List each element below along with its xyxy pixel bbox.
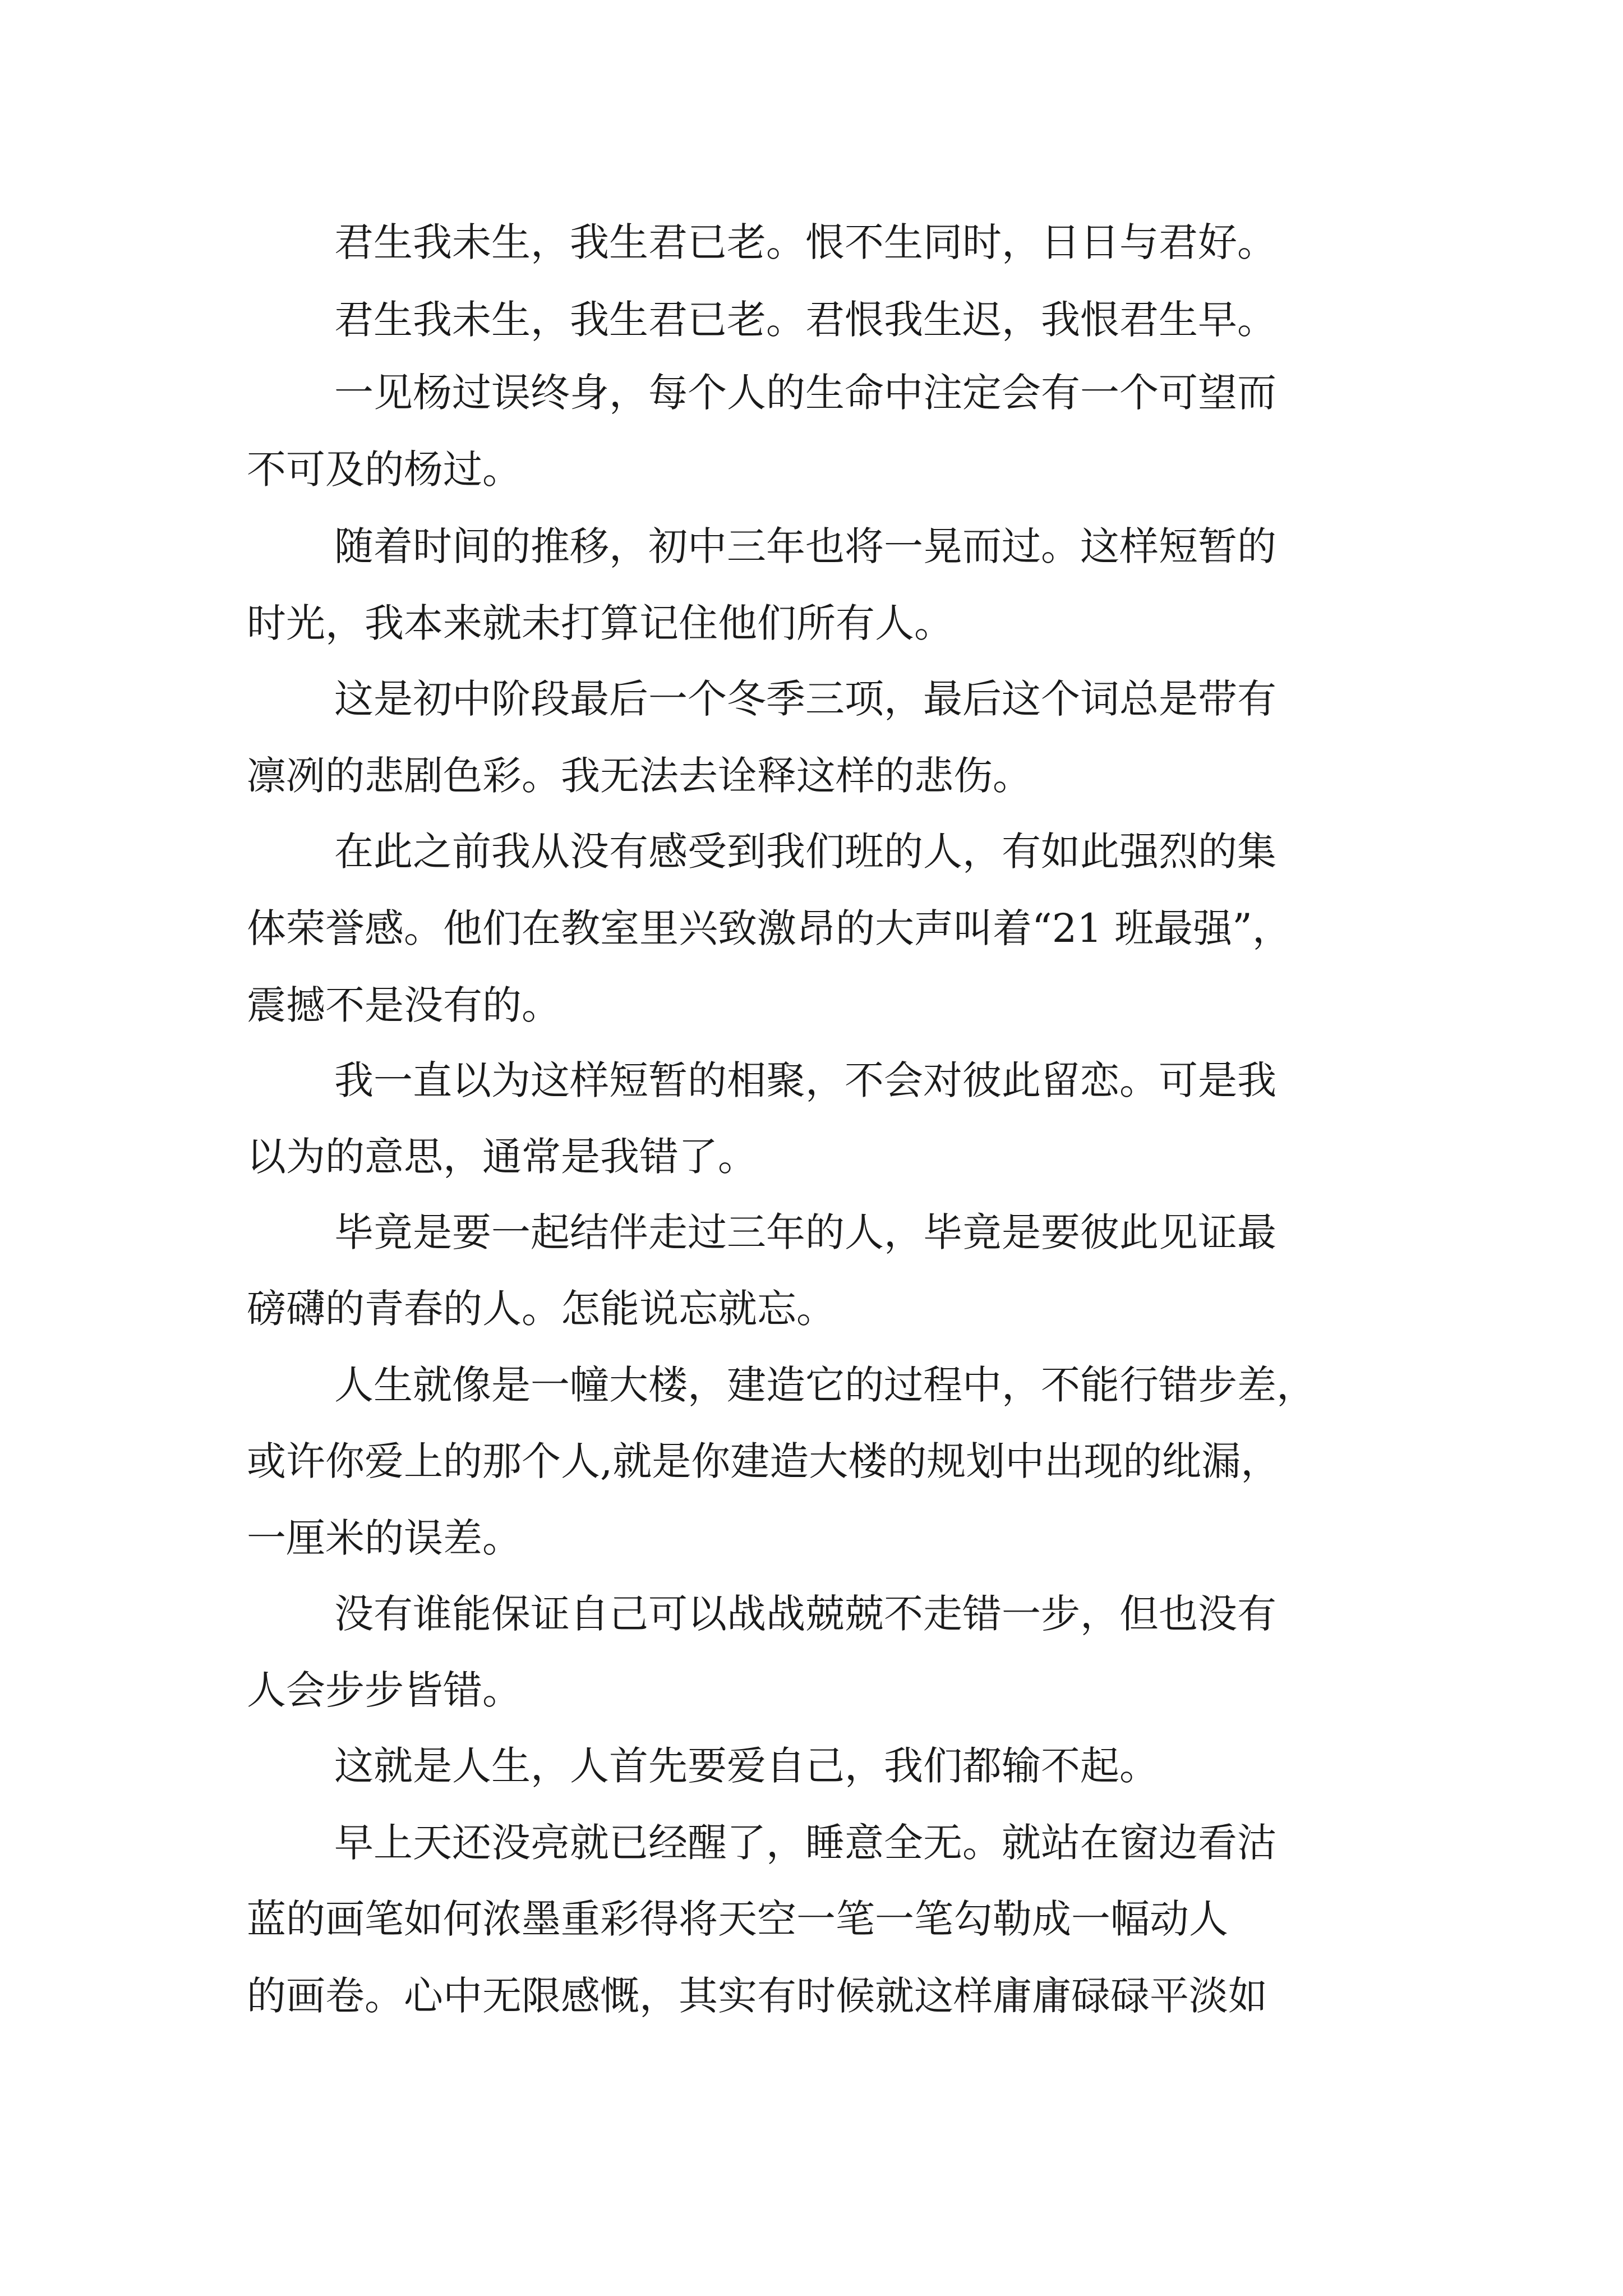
text-line: 早上天还没亮就已经醒了，睡意全无。就站在窗边看沽 (334, 1820, 1276, 1866)
text-line: 不可及的杨过。 (247, 447, 522, 493)
text-line: 凛冽的悲剧色彩。我无法去诠释这样的悲伤。 (247, 753, 1032, 799)
text-line: 这是初中阶段最后一个冬季三项，最后这个词总是带有 (334, 676, 1276, 722)
text-line: 时光，我本来就未打算记住他们所有人。 (247, 600, 953, 646)
text-line: 人生就像是一幢大楼，建造它的过程中，不能行错步差， (334, 1362, 1316, 1408)
text-line: 一厘米的误差。 (247, 1515, 522, 1561)
text-line: 磅礴的青春的人。怎能说忘就忘。 (247, 1286, 836, 1332)
text-line: 或许你爱上的那个人,就是你建造大楼的规划中出现的纰漏， (247, 1438, 1280, 1484)
text-line: 这就是人生，人首先要爱自己，我们都输不起。 (334, 1743, 1159, 1789)
text-line: 毕竟是要一起结伴走过三年的人，毕竟是要彼此见证最 (334, 1209, 1276, 1255)
text-line: 震撼不是没有的。 (247, 982, 561, 1028)
text-line: 随着时间的推移，初中三年也将一晃而过。这样短暂的 (334, 523, 1276, 569)
text-line: 君生我未生，我生君已老。恨不生同时，日日与君好。 (334, 219, 1276, 265)
text-line: 君生我未生，我生君已老。君恨我生迟，我恨君生早。 (334, 297, 1276, 343)
text-line: 在此之前我从没有感受到我们班的人，有如此强烈的集 (334, 829, 1276, 875)
text-line: 蓝的画笔如何浓墨重彩得将天空一笔一笔勾勒成一幅动人 (247, 1896, 1228, 1942)
text-line: 没有谁能保证自己可以战战兢兢不走错一步，但也没有 (334, 1591, 1276, 1637)
text-line: 一见杨过误终身，每个人的生命中注定会有一个可望而 (334, 370, 1276, 416)
text-line: 我一直以为这样短暂的相聚，不会对彼此留恋。可是我 (334, 1057, 1276, 1103)
text-line: 的画卷。心中无限感慨，其实有时候就这样庸庸碌碌平淡如 (247, 1973, 1267, 2019)
text-line: 以为的意思，通常是我错了。 (247, 1134, 757, 1180)
text-line: 体荣誉感。他们在教室里兴致激昂的大声叫着“21 班最强”， (247, 905, 1292, 951)
text-line: 人会步步皆错。 (247, 1667, 522, 1713)
